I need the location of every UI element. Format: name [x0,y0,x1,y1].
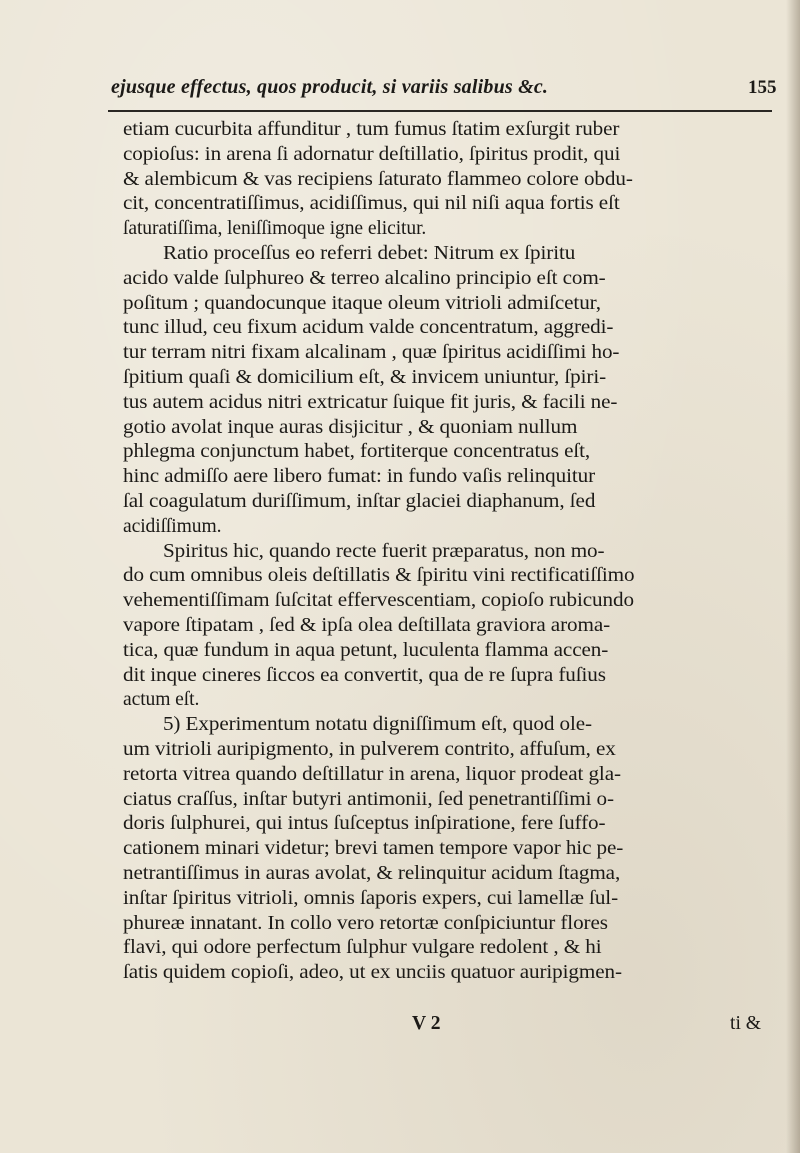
signature-mark: V 2 [412,1013,441,1034]
text-line: inſtar ſpiritus vitrioli, omnis ſaporis expers, cui lamellæ ſul- [123,887,619,909]
text-line: tur terram nitri fixam alcalinam , quæ ſpiritus acidiſſimi ho- [123,342,620,364]
text-line: copioſus: in arena ſi adornatur deſtillatio, ſpiritus prodit, qui [123,143,621,165]
catchword: ti & [730,1013,762,1034]
text-line: tus autem acidus nitri extricatur ſuique fit juris, & facili ne- [123,391,618,413]
text-line: cit, concentratiſſimus, acidiſſimus, qui nil niſi aqua fortis eſt [123,193,620,215]
text-line: um vitrioli auripigmento, in pulverem contrito, affuſum, ex [123,738,616,760]
text-line: cationem minari videtur; brevi tamen tempore vapor hic pe- [123,838,624,860]
text-line: phureæ innatant. In collo vero retortæ conſpiciuntur flores [123,912,608,934]
text-line: poſitum ; quandocunque itaque oleum vitrioli admiſcetur, [123,292,601,314]
text-line: dit inque cineres ſiccos ea convertit, qua de re ſupra fuſius [123,664,606,686]
text-line: vehementiſſimam ſuſcitat effervescentiam, copioſo rubicundo [123,590,634,612]
text-line: acido valde ſulphureo & terreo alcalino principio eſt com- [123,267,606,289]
running-head [0,76,800,106]
text-line: Ratio proceſſus eo referri debet: Nitrum ex ſpiritu [162,242,576,264]
text-line: ſatis quidem copioſi, adeo, ut ex unciis quatuor auripigmen- [123,962,622,984]
text-line: ſal coagulatum duriſſimum, inſtar glaciei diaphanum, ſed [123,490,596,512]
text-line: actum eſt. [123,689,200,711]
page-edge-shadow [786,0,800,1153]
text-line: ſaturatiſſima, leniſſimoque igne elicitur. [123,218,427,240]
text-line: netrantiſſimus in auras avolat, & relinquitur acidum ſtagma, [123,862,621,884]
text-line: gotio avolat inque auras disjicitur , & quoniam nullum [123,416,578,438]
page-number: 155 [748,77,777,98]
text-line: do cum omnibus oleis deſtillatis & ſpiritu vini rectificatiſſimo [123,565,635,587]
running-head-title: ejusque effectus, quos producit, si variis salibus &c. [111,76,549,98]
text-line: retorta vitrea quando deſtillatur in arena, liquor prodeat gla- [123,763,621,785]
page-footer [0,1013,800,1039]
text-line: acidiſſimum. [123,515,222,537]
text-line: etiam cucurbita affunditur , tum fumus ſtatim exſurgit ruber [123,119,620,140]
text-line: & alembicum & vas recipiens ſaturato flammeo colore obdu- [123,168,633,190]
text-line: tunc illud, ceu fixum acidum valde concentratum, aggredi- [123,317,614,339]
header-rule [108,110,772,112]
text-line: ſpitium quaſi & domicilium eſt, & invicem uniuntur, ſpiri- [123,366,607,388]
text-line: tica, quæ fundum in aqua petunt, luculenta flamma accen- [123,639,609,661]
text-line: 5) Experimentum notatu digniſſimum eſt, quod ole- [162,714,593,736]
text-line: hinc admiſſo aere libero fumat: in fundo vaſis relinquitur [123,466,596,488]
text-line: Spiritus hic, quando recte fuerit præparatus, non mo- [162,540,605,562]
text-line: ciatus craſſus, inſtar butyri antimonii, ſed penetrantiſſimi o- [123,788,614,810]
text-line: flavi, qui odore perfectum ſulphur vulgare redolent , & hi [123,937,602,959]
body-text [123,118,783,986]
text-line: doris ſulphurei, qui intus ſuſceptus inſpiratione, fere ſuffo- [123,813,606,835]
text-line: phlegma conjunctum habet, fortiterque concentratus eſt, [123,441,591,463]
text-line: vapore ſtipatam , ſed & ipſa olea deſtillata graviora aroma- [123,614,611,636]
